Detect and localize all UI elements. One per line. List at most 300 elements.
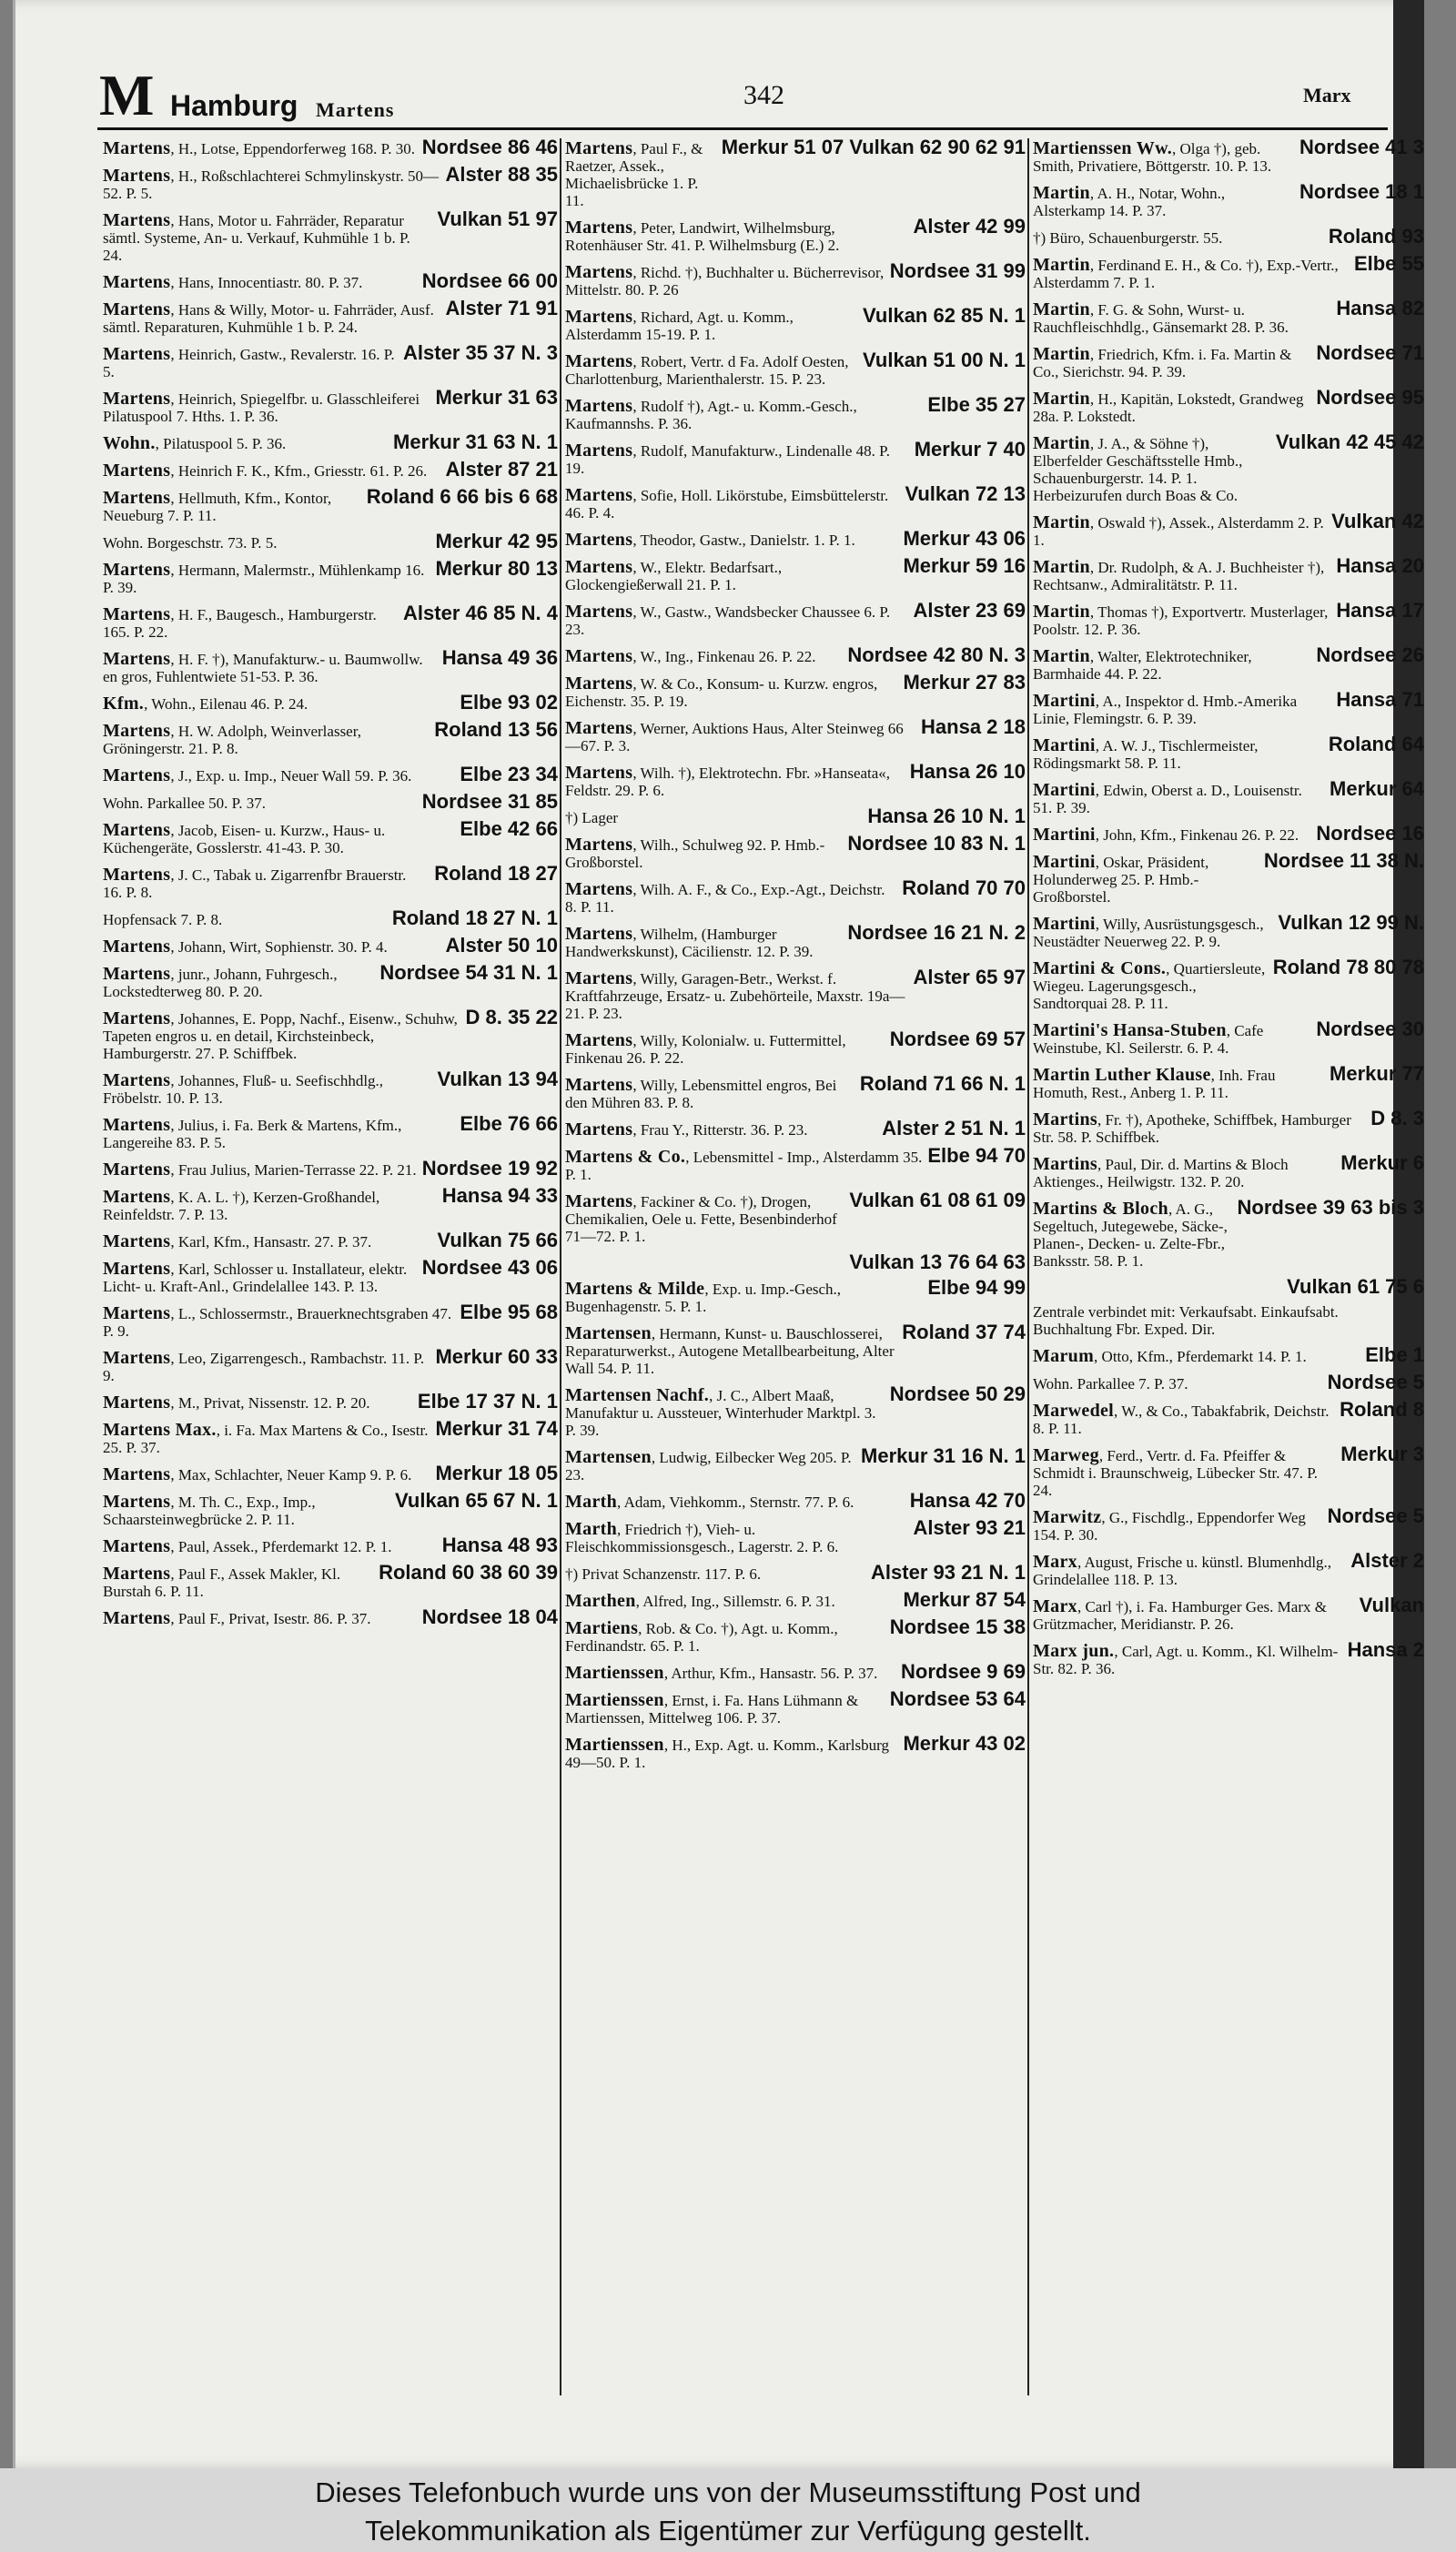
entry-name: Martens Max. bbox=[103, 1420, 217, 1440]
entry-name: Martens bbox=[565, 1075, 633, 1095]
phone-number: Alster 93 21 bbox=[913, 1516, 1026, 1539]
entry-name: Martin bbox=[1033, 344, 1090, 364]
entry-text: Martens Max., i. Fa. Max Martens & Co., Isestr. 25. P. 37. bbox=[103, 1420, 429, 1456]
entry-text: Martens, Hellmuth, Kfm., Kontor, Neueburg 7. P. 11. bbox=[103, 488, 332, 524]
directory-entry bbox=[565, 259, 1026, 299]
entry-text: Martens, Frau Julius, Marien-Terrasse 22. P. 21. bbox=[103, 1160, 417, 1180]
phone-number: Nordsee 26 bbox=[1316, 643, 1424, 666]
directory-entry bbox=[103, 790, 558, 813]
phone-number: Alster 2 51 N. 1 bbox=[882, 1117, 1026, 1139]
entry-name: Martens bbox=[565, 1030, 633, 1050]
phone-number: Alster 46 85 N. 4 bbox=[403, 602, 558, 624]
phone-number: Merkur 31 63 bbox=[435, 386, 558, 409]
entry-text: Marwitz, G., Fischdlg., Eppendorfer Weg 154. P. 30. bbox=[1033, 1507, 1306, 1544]
entry-name: Martens bbox=[103, 1348, 171, 1368]
phone-number: Merkur 31 16 N. 1 bbox=[861, 1444, 1026, 1467]
entry-name: Martens bbox=[103, 721, 171, 741]
directory-entry bbox=[103, 1489, 558, 1528]
entry-name: Martensen bbox=[565, 1447, 652, 1467]
directory-entry bbox=[1033, 554, 1424, 593]
directory-entry bbox=[565, 1030, 1026, 1067]
entry-name: Martens bbox=[103, 1536, 171, 1556]
phone-number: Hansa 20 bbox=[1336, 554, 1424, 577]
entry-name: Martens bbox=[103, 1115, 171, 1135]
entry-name: Marweg bbox=[1033, 1445, 1099, 1465]
entry-text: Wohn. Parkallee 50. P. 37. bbox=[103, 795, 266, 812]
phone-number: Alster 71 91 bbox=[445, 297, 558, 319]
entry-name: Martens bbox=[103, 1303, 171, 1323]
entry-name: Martens bbox=[103, 1564, 171, 1584]
entry-text: Kfm., Wohn., Eilenau 46. P. 24. bbox=[103, 694, 308, 714]
entry-name: Martens bbox=[103, 1008, 171, 1028]
directory-entry bbox=[565, 1382, 1026, 1439]
entry-text: Martens, H., Roßschlachterei Schmylinskystr. 50—52. P. 5. bbox=[103, 166, 439, 202]
phone-number: Roland 71 66 N. 1 bbox=[859, 1072, 1026, 1095]
phone-number: Nordsee 53 64 bbox=[889, 1687, 1026, 1710]
entry-name: Marum bbox=[1033, 1346, 1095, 1366]
phone-number: Hansa 17 bbox=[1336, 599, 1424, 622]
entry-name: Marx bbox=[1033, 1596, 1077, 1616]
phone-number: Merkur 77 bbox=[1330, 1062, 1424, 1085]
entry-text: Wohn. Parkallee 7. P. 37. bbox=[1033, 1375, 1188, 1392]
directory-entry bbox=[565, 1561, 1026, 1584]
directory-entry bbox=[565, 1732, 1026, 1771]
entry-text: Martens, W., Ing., Finkenau 26. P. 22. bbox=[565, 646, 816, 666]
entry-text: Martens, Paul F., & Raetzer, Assek., Michaelisbrücke 1. P. 11. bbox=[565, 138, 703, 209]
directory-entry bbox=[565, 527, 1026, 550]
entry-text: Martens, Frau Y., Ritterstr. 36. P. 23. bbox=[565, 1119, 808, 1139]
entry-name: Martens bbox=[103, 166, 171, 186]
phone-number: Merkur 43 06 bbox=[903, 527, 1026, 550]
entry-text: Martini, John, Kfm., Finkenau 26. P. 22. bbox=[1033, 825, 1299, 845]
entry-name: Martensen Nachf. bbox=[565, 1385, 710, 1405]
entry-name: Martin Luther Klause bbox=[1033, 1065, 1211, 1085]
phone-number: Elbe 93 02 bbox=[460, 691, 558, 714]
entry-name: Martin bbox=[1033, 255, 1090, 275]
directory-entry bbox=[565, 482, 1026, 522]
phone-number: Hansa 49 36 bbox=[441, 646, 558, 669]
entry-text: Zentrale verbindet mit: Verkaufsabt. Einkaufsabt. Buchhaltung Fbr. Exped. Dir. bbox=[1033, 1303, 1339, 1338]
entry-text: Martens, Julius, i. Fa. Berk & Martens, Kfm., Langereihe 83. P. 5. bbox=[103, 1115, 402, 1151]
directory-entry bbox=[103, 163, 558, 202]
phone-number: Alster 35 37 N. 3 bbox=[403, 341, 558, 364]
directory-entry bbox=[565, 807, 1026, 826]
entry-name: Martens bbox=[565, 262, 633, 282]
entry-text: Marth, Adam, Viehkomm., Sternstr. 77. P. 6. bbox=[565, 1492, 854, 1512]
phone-number: Vulkan 61 75 6 bbox=[1287, 1275, 1424, 1298]
phone-number: Nordsee 71 bbox=[1316, 341, 1424, 364]
directory-entry bbox=[103, 1008, 558, 1062]
entry-name: Martini bbox=[1033, 691, 1096, 711]
directory-entry bbox=[1033, 430, 1424, 504]
phone-number: Vulkan 75 66 bbox=[437, 1229, 558, 1251]
entry-name: Martens bbox=[103, 560, 171, 580]
entry-text: Martens, Wilh. A. F., & Co., Exp.-Agt., Deichstr. 8. P. 11. bbox=[565, 879, 885, 916]
phone-number: Elbe 94 99 bbox=[927, 1276, 1026, 1299]
entry-name: Martens bbox=[565, 530, 633, 550]
entry-text: Martini, Oskar, Präsident, Holunderweg 25. P. Hmb.-Großborstel. bbox=[1033, 852, 1209, 906]
entry-name: Martens bbox=[103, 299, 171, 319]
column-2 bbox=[565, 138, 1026, 1779]
phone-number: Vulkan 13 76 64 63 bbox=[849, 1251, 1026, 1273]
entry-text: Martens, Heinrich, Gastw., Revalerstr. 16. P. 5. bbox=[103, 344, 395, 380]
phone-number: Vulkan 13 94 bbox=[437, 1068, 558, 1090]
phone-number: Merkur 18 05 bbox=[435, 1462, 558, 1484]
entry-text: Martens, Richd. †), Buchhalter u. Bücherrevisor, Mittelstr. 80. P. 26 bbox=[565, 262, 885, 299]
directory-entry bbox=[1033, 1196, 1424, 1270]
directory-entry bbox=[565, 599, 1026, 638]
entry-text: Martin, Oswald †), Assek., Alsterdamm 2. P. 1. bbox=[1033, 512, 1324, 549]
phone-number: Merkur 51 07 Vulkan 62 90 62 91 bbox=[721, 136, 1026, 158]
directory-entry bbox=[565, 554, 1026, 593]
phone-number: Nordsee 66 00 bbox=[421, 269, 558, 292]
entry-text: Marth, Friedrich †), Vieh- u. Fleischkommissionsgesch., Lagerstr. 2. P. 6. bbox=[565, 1519, 839, 1555]
phone-number: Roland 6 66 bis 6 68 bbox=[366, 485, 558, 508]
entry-name: Marx jun. bbox=[1033, 1641, 1115, 1661]
directory-entry bbox=[103, 458, 558, 481]
phone-number: Nordsee 10 83 N. 1 bbox=[847, 832, 1026, 855]
entry-name: Martens bbox=[103, 488, 171, 508]
directory-entry bbox=[103, 1464, 558, 1484]
entry-text: Marx jun., Carl, Agt. u. Komm., Kl. Wilhelm-Str. 82. P. 36. bbox=[1033, 1641, 1339, 1677]
entry-text: Martens, Theodor, Gastw., Danielstr. 1. P. 1. bbox=[565, 530, 855, 550]
phone-number: Nordsee 5 bbox=[1327, 1504, 1424, 1527]
directory-entry bbox=[1033, 1445, 1424, 1499]
entry-name: Martini's Hansa-Stuben bbox=[1033, 1020, 1227, 1040]
entry-text: Martins, Paul, Dir. d. Martins & Bloch Aktienges., Heilwigstr. 132. P. 20. bbox=[1033, 1154, 1289, 1190]
entry-name: Martin bbox=[1033, 183, 1090, 203]
entry-text: Martens, Wilhelm, (Hamburger Handwerkskunst), Cäcilienstr. 12. P. 39. bbox=[565, 924, 814, 960]
footer-line-2: Telekommunikation als Eigentümer zur Verfügung gestellt. bbox=[365, 2515, 1091, 2547]
entry-text: Martens, W., Gastw., Wandsbecker Chaussee 6. P. 23. bbox=[565, 602, 891, 638]
entry-name: Martens bbox=[565, 1119, 633, 1139]
directory-entry bbox=[103, 646, 558, 685]
phone-number: Merkur 6 bbox=[1340, 1151, 1424, 1174]
phone-number: Nordsee 19 92 bbox=[421, 1157, 558, 1180]
directory-entry bbox=[1033, 225, 1424, 248]
directory-entry bbox=[565, 1253, 1026, 1271]
directory-entry bbox=[103, 934, 558, 957]
phone-number: Hansa 2 bbox=[1347, 1638, 1424, 1661]
entry-name: Marwitz bbox=[1033, 1507, 1102, 1527]
directory-entry bbox=[103, 765, 558, 785]
entry-name: Kfm. bbox=[103, 694, 145, 714]
entry-name: Martens bbox=[565, 835, 633, 855]
entry-name: Martens bbox=[103, 1259, 171, 1279]
entry-name: Martens bbox=[103, 820, 171, 840]
directory-entry bbox=[103, 1303, 558, 1340]
entry-text: Marthen, Alfred, Ing., Sillemstr. 6. P. 31. bbox=[565, 1591, 835, 1611]
directory-entry bbox=[1033, 911, 1424, 950]
directory-entry bbox=[103, 906, 558, 929]
phone-number: Elbe 76 66 bbox=[460, 1112, 558, 1135]
entry-text: Martens, Fackiner & Co. †), Drogen, Chemikalien, Oele u. Fette, Besenbinderhof 71—72. P. 1. bbox=[565, 1191, 837, 1245]
entry-text: Martins & Bloch, A. G., Segeltuch, Jutegewebe, Säcke-, Planen-, Decken- u. Zelte-Fbr., Banksstr. 58. P. 1. bbox=[1033, 1199, 1228, 1270]
entry-name: Martens bbox=[103, 937, 171, 957]
phone-number: Elbe 17 37 N. 1 bbox=[417, 1390, 558, 1413]
entry-name: Martens bbox=[103, 210, 171, 230]
directory-entry bbox=[103, 1256, 558, 1295]
entry-text: Martens, Johannes, Fluß- u. Seefischhdlg., Fröbelstr. 10. P. 13. bbox=[103, 1070, 384, 1107]
entry-text: Martens, Wilh., Schulweg 92. P. Hmb.-Großborstel. bbox=[565, 835, 825, 871]
directory-entry bbox=[1033, 777, 1424, 816]
entry-text: Wohn., Pilatuspool 5. P. 36. bbox=[103, 433, 287, 453]
entry-name: Martens bbox=[565, 1191, 633, 1211]
entry-text: Martienssen, Arthur, Kfm., Hansastr. 56. P. 37. bbox=[565, 1663, 878, 1683]
phone-number: Merkur 7 40 bbox=[914, 438, 1026, 461]
entry-name: Martens bbox=[103, 461, 171, 481]
directory-entry bbox=[1033, 1275, 1424, 1298]
directory-entry bbox=[1033, 299, 1424, 336]
entry-text: Martens, M., Privat, Nissenstr. 12. P. 20. bbox=[103, 1392, 370, 1413]
directory-entry bbox=[565, 1276, 1026, 1315]
directory-entry bbox=[103, 961, 558, 1000]
directory-entry bbox=[1033, 822, 1424, 845]
phone-number: Nordsee 31 85 bbox=[421, 790, 558, 813]
directory-entry bbox=[565, 832, 1026, 871]
phone-number: Roland 8 bbox=[1340, 1398, 1424, 1421]
phone-number: Elbe 35 27 bbox=[927, 393, 1026, 416]
phone-number: Hansa 26 10 bbox=[909, 760, 1026, 783]
directory-entry bbox=[103, 691, 558, 714]
entry-text: Martens, Heinrich F. K., Kfm., Griesstr. 61. P. 26. bbox=[103, 461, 428, 481]
directory-entry bbox=[103, 1605, 558, 1628]
entry-name: Martens bbox=[565, 602, 633, 622]
entry-text: Martens, H. W. Adolph, Weinverlasser, Gröningerstr. 21. P. 8. bbox=[103, 721, 361, 757]
phone-number: Merkur 43 02 bbox=[903, 1732, 1026, 1755]
directory-entry bbox=[565, 968, 1026, 1022]
entry-name: Martiens bbox=[565, 1618, 639, 1638]
phone-number: Alster 65 97 bbox=[913, 966, 1026, 988]
phone-number: D 8. 35 22 bbox=[465, 1006, 558, 1028]
entry-text: Martini, Edwin, Oberst a. D., Louisenstr. 51. P. 39. bbox=[1033, 780, 1302, 816]
entry-name: Martens bbox=[103, 1187, 171, 1207]
directory-entry bbox=[565, 1144, 1026, 1183]
entry-text: Martens & Co., Lebensmittel - Imp., Alsterdamm 35. P. 1. bbox=[565, 1147, 923, 1183]
directory-entry bbox=[565, 1489, 1026, 1512]
entry-text: Martensen, Ludwig, Eilbecker Weg 205. P. 23. bbox=[565, 1447, 852, 1484]
phone-number: Alster 42 99 bbox=[913, 215, 1026, 238]
entry-text: Martiens, Rob. & Co. †), Agt. u. Komm., Ferdinandstr. 65. P. 1. bbox=[565, 1618, 838, 1655]
entry-name: Martin bbox=[1033, 602, 1090, 622]
entry-text: Martens, Rudolf, Manufakturw., Lindenalle 48. P. 19. bbox=[565, 441, 890, 477]
directory-entry bbox=[103, 210, 558, 264]
entry-name: Martienssen bbox=[565, 1663, 664, 1683]
entry-name: Martens bbox=[103, 765, 171, 785]
entry-text: Martens, Sofie, Holl. Likörstube, Eimsbüttelerstr. 46. P. 4. bbox=[565, 485, 889, 522]
directory-entry bbox=[565, 715, 1026, 754]
entry-name: Martens bbox=[565, 673, 633, 694]
phone-number: Vulkan 61 08 61 09 bbox=[849, 1189, 1026, 1211]
directory-entry bbox=[565, 1660, 1026, 1683]
entry-text: Marx, Carl †), i. Fa. Hamburger Ges. Marx & Grützmacher, Meridianstr. P. 26. bbox=[1033, 1596, 1327, 1633]
phone-number: Roland 78 80 78 bbox=[1272, 956, 1424, 978]
entry-name: Martens bbox=[565, 218, 633, 238]
entry-name: Martens bbox=[565, 763, 633, 783]
directory-entry bbox=[1033, 1398, 1424, 1437]
entry-text: Martienssen, H., Exp. Agt. u. Komm., Karlsburg 49—50. P. 1. bbox=[565, 1735, 889, 1771]
entry-text: Martin, J. A., & Söhne †), Elberfelder Geschäftsstelle Hmb., Schauenburgerstr. 14. P. 1. Herbeizurufen durch Boas & Co. bbox=[1033, 433, 1243, 504]
phone-number: Nordsee 43 06 bbox=[421, 1256, 558, 1279]
entry-text: Martens, Hans, Innocentiastr. 80. P. 37. bbox=[103, 272, 363, 292]
entry-name: Martens bbox=[565, 924, 633, 944]
directory-entry bbox=[103, 1417, 558, 1456]
directory-entry bbox=[565, 876, 1026, 916]
directory-entry bbox=[103, 341, 558, 380]
phone-number: Vulkan 51 00 N. 1 bbox=[863, 349, 1026, 371]
entry-name: Martens bbox=[565, 879, 633, 899]
page-number: 342 bbox=[743, 80, 784, 110]
phone-number: Elbe 23 34 bbox=[460, 763, 558, 785]
directory-entry bbox=[1033, 1504, 1424, 1544]
directory-entry bbox=[1033, 1020, 1424, 1057]
entry-name: Martin bbox=[1033, 646, 1090, 666]
directory-entry bbox=[1033, 1109, 1424, 1146]
entry-text: Martens, Robert, Vertr. d Fa. Adolf Oesten, Charlottenburg, Marienthalerstr. 15. P. 23. bbox=[565, 351, 849, 388]
entry-name: Martens bbox=[565, 485, 633, 505]
directory-entry bbox=[103, 1231, 558, 1251]
entry-text: Marum, Otto, Kfm., Pferdemarkt 14. P. 1. bbox=[1033, 1346, 1307, 1366]
entry-text: Martens, Karl, Schlosser u. Installateur, elektr. Licht- u. Kraft-Anl., Grindelallee 143. P. 13. bbox=[103, 1259, 408, 1295]
entry-name: Martens bbox=[565, 646, 633, 666]
entry-text: Martin, A. H., Notar, Wohn., Alsterkamp 14. P. 37. bbox=[1033, 183, 1226, 219]
phone-number: Alster 50 10 bbox=[445, 934, 558, 957]
entry-text: Martens, Wilh. †), Elektrotechn. Fbr. »Hanseata«, Feldstr. 29. P. 6. bbox=[565, 763, 891, 799]
phone-number: Elbe 55 bbox=[1353, 252, 1424, 275]
entry-name: Martens bbox=[103, 1160, 171, 1180]
phone-number: Nordsee 15 38 bbox=[889, 1615, 1026, 1638]
phone-number: Alster 88 35 bbox=[445, 163, 558, 186]
entry-text: Martin, Thomas †), Exportvertr. Musterlager, Poolstr. 12. P. 36. bbox=[1033, 602, 1329, 638]
phone-number: Vulkan 51 97 bbox=[437, 208, 558, 230]
entry-text: Hopfensack 7. P. 8. bbox=[103, 911, 223, 928]
phone-number: Nordsee 5 bbox=[1327, 1371, 1424, 1393]
entry-name: Martens bbox=[103, 1464, 171, 1484]
entry-name: Martens bbox=[103, 865, 171, 885]
entry-name: Martens bbox=[103, 389, 171, 409]
phone-number: Nordsee 18 04 bbox=[421, 1605, 558, 1628]
entry-text: †) Büro, Schauenburgerstr. 55. bbox=[1033, 229, 1223, 247]
directory-entry bbox=[103, 604, 558, 641]
phone-number: Merkur 59 16 bbox=[903, 554, 1026, 577]
column-3 bbox=[1033, 138, 1424, 1686]
entry-name: Martin bbox=[1033, 299, 1090, 319]
entry-name: Martens bbox=[103, 1492, 171, 1512]
directory-entry bbox=[565, 1191, 1026, 1245]
header-rule bbox=[97, 127, 1388, 130]
directory-entry bbox=[1033, 1549, 1424, 1588]
directory-entry bbox=[103, 1070, 558, 1107]
entry-name: Martens bbox=[565, 307, 633, 327]
entry-text: Marx, August, Frische u. künstl. Blumenhdlg., Grindelallee 118. P. 13. bbox=[1033, 1552, 1332, 1588]
entry-text: Martens, Karl, Kfm., Hansastr. 27. P. 37. bbox=[103, 1231, 372, 1251]
directory-entry bbox=[1033, 958, 1424, 1012]
entry-text: Martin, Walter, Elektrotechniker, Barmhaide 44. P. 22. bbox=[1033, 646, 1252, 683]
entry-text: Martin, F. G. & Sohn, Wurst- u. Rauchfleischhdlg., Gänsemarkt 28. P. 36. bbox=[1033, 299, 1289, 336]
phone-number: Alster 87 21 bbox=[445, 458, 558, 481]
entry-name: Marthen bbox=[565, 1591, 636, 1611]
phone-number: Hansa 82 bbox=[1336, 297, 1424, 319]
entry-name: Martens bbox=[103, 964, 171, 984]
entry-text: Martens, Max, Schlachter, Neuer Kamp 9. P. 6. bbox=[103, 1464, 412, 1484]
entry-name: Martensen bbox=[565, 1323, 652, 1343]
entry-text: Martens, Willy, Lebensmittel engros, Bei den Mühren 83. P. 8. bbox=[565, 1075, 837, 1111]
directory-entry bbox=[565, 1687, 1026, 1727]
entry-name: Marth bbox=[565, 1519, 618, 1539]
phone-number: Hansa 71 bbox=[1336, 688, 1424, 711]
entry-text: Martens, K. A. L. †), Kerzen-Großhandel, Reinfeldstr. 7. P. 13. bbox=[103, 1187, 380, 1223]
entry-text: Martens, W. & Co., Konsum- u. Kurzw. engros, Eichenstr. 35. P. 19. bbox=[565, 673, 878, 710]
entry-name: Martens bbox=[565, 441, 633, 461]
entry-name: Martini & Cons. bbox=[1033, 958, 1167, 978]
entry-text: Marweg, Ferd., Vertr. d. Fa. Pfeiffer & Schmidt i. Braunschweig, Lübecker Str. 47. P. 24. bbox=[1033, 1445, 1319, 1499]
directory-entry bbox=[1033, 138, 1424, 175]
entry-text: Martens, Rudolf †), Agt.- u. Komm.-Gesch., Kaufmannshs. P. 36. bbox=[565, 396, 857, 432]
directory-entry bbox=[103, 557, 558, 596]
phone-number: Nordsee 86 46 bbox=[421, 136, 558, 158]
entry-text: Martens, Johannes, E. Popp, Nachf., Eisenw., Schuhw, Tapeten engros u. en detail, Kirchsteinbeck, Hamburgerstr. 27. P. Schiffbek. bbox=[103, 1008, 458, 1062]
entry-name: Martini bbox=[1033, 735, 1096, 755]
entry-text: Martens, H. F. †), Manufakturw.- u. Baumwollw. en gros, Fuhlentwiete 51-53. P. 36. bbox=[103, 649, 423, 685]
entry-text: Martens, Peter, Landwirt, Wilhelmsburg, Rotenhäuser Str. 41. P. Wilhelmsburg (E.) 2. bbox=[565, 218, 840, 254]
entry-name: Martini bbox=[1033, 780, 1096, 800]
directory-entry bbox=[1033, 180, 1424, 219]
directory-entry bbox=[1033, 1638, 1424, 1677]
column-1 bbox=[103, 138, 558, 1636]
directory-entry bbox=[103, 1184, 558, 1223]
directory-entry bbox=[565, 138, 1026, 209]
last-entry-word: Marx bbox=[1303, 84, 1351, 106]
phone-number: Vulkan 65 67 N. 1 bbox=[395, 1489, 558, 1512]
phone-number: D 8. 3 bbox=[1370, 1107, 1424, 1129]
directory-entry bbox=[565, 1444, 1026, 1484]
entry-name: Martens bbox=[103, 344, 171, 364]
entry-text: Martens, Paul F., Privat, Isestr. 86. P. 37. bbox=[103, 1608, 371, 1628]
phone-number: Elbe 42 66 bbox=[460, 817, 558, 840]
phone-number: Nordsee 95 bbox=[1316, 386, 1424, 409]
entry-name: Martini bbox=[1033, 852, 1096, 872]
entry-text: Martens & Milde, Exp. u. Imp.-Gesch., Bugenhagenstr. 5. P. 1. bbox=[565, 1279, 842, 1315]
entry-name: Martienssen bbox=[565, 1690, 664, 1710]
footer-note bbox=[0, 2468, 1456, 2552]
entry-name: Martini bbox=[1033, 825, 1096, 845]
directory-entry bbox=[103, 1112, 558, 1151]
phone-number: Merkur 31 63 N. 1 bbox=[393, 430, 558, 453]
entry-name: Martini bbox=[1033, 914, 1096, 934]
directory-entry bbox=[565, 1615, 1026, 1655]
entry-text: Martin Luther Klause, Inh. Frau Homuth, Rest., Anberg 1. P. 11. bbox=[1033, 1065, 1276, 1101]
entry-text: Martens, junr., Johann, Fuhrgesch., Lockstedterweg 80. P. 20. bbox=[103, 964, 338, 1000]
directory-entry bbox=[103, 1561, 558, 1600]
directory-entry bbox=[565, 1119, 1026, 1139]
phone-number: Alster 23 69 bbox=[913, 599, 1026, 622]
city-heading: Hamburg bbox=[170, 89, 298, 122]
phone-number: Nordsee 54 31 N. 1 bbox=[379, 961, 558, 984]
entry-text: Martens, Hans & Willy, Motor- u. Fahrräder, Ausf. sämtl. Reparaturen, Kuhmühle 1 b. P. 24. bbox=[103, 299, 434, 336]
directory-entry bbox=[1033, 599, 1424, 638]
directory-entry bbox=[565, 304, 1026, 343]
directory-entry bbox=[1033, 1596, 1424, 1633]
entry-text: Martini's Hansa-Stuben, Cafe Weinstube, Kl. Seilerstr. 6. P. 4. bbox=[1033, 1020, 1264, 1057]
entry-text: Martens, Jacob, Eisen- u. Kurzw., Haus- u. Küchengeräte, Gosslerstr. 41-43. P. 30. bbox=[103, 820, 386, 856]
entry-text: Martens, J., Exp. u. Imp., Neuer Wall 59. P. 36. bbox=[103, 765, 412, 785]
column-divider bbox=[1027, 138, 1029, 2395]
directory-entry bbox=[1033, 643, 1424, 683]
entry-name: Martens bbox=[565, 351, 633, 371]
entry-text: †) Lager bbox=[565, 809, 619, 826]
entry-text: Martensen, Hermann, Kunst- u. Bauschlosserei, Reparaturwerkst., Autogene Metallbearbeitung, Alter Wall 54. P. 11. bbox=[565, 1323, 895, 1377]
entry-name: Martins bbox=[1033, 1154, 1097, 1174]
